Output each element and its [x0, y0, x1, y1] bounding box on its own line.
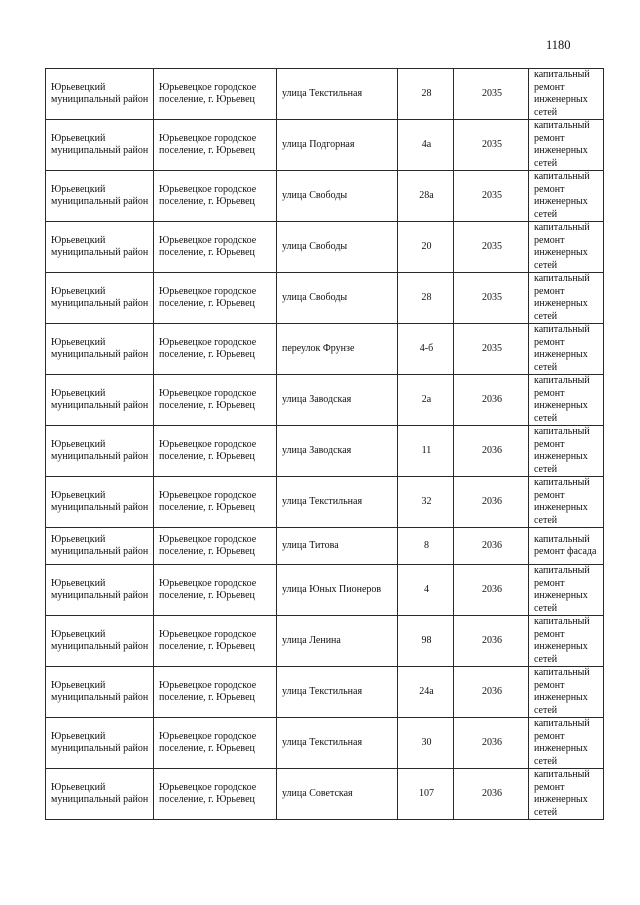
district-cell: [46, 565, 154, 616]
street-cell-text: переулок Фрунзе: [282, 342, 355, 354]
work-type-cell: [529, 528, 604, 565]
district-cell-text: Юрьевецкий муниципальный район: [51, 234, 149, 258]
district-cell: [46, 324, 154, 375]
settlement-cell-text: Юрьевецкое городское поселение, г. Юрьевец: [159, 234, 257, 258]
settlement-cell: [154, 324, 277, 375]
street-cell: [277, 222, 398, 273]
district-cell: [46, 273, 154, 324]
house-number-cell-text: 2а: [421, 393, 432, 405]
district-cell-text: Юрьевецкий муниципальный район: [51, 387, 149, 411]
house-number-cell: [398, 769, 454, 820]
house-number-cell: [398, 273, 454, 324]
settlement-cell-text: Юрьевецкое городское поселение, г. Юрьевец: [159, 183, 257, 207]
settlement-cell-text: Юрьевецкое городское поселение, г. Юрьевец: [159, 781, 257, 805]
street-cell: [277, 426, 398, 477]
street-cell-text: улица Текстильная: [282, 495, 363, 507]
street-cell-text: улица Юных Пионеров: [282, 583, 382, 595]
settlement-cell-text: Юрьевецкое городское поселение, г. Юрьевец: [159, 628, 257, 652]
repair-year-cell-text: 2036: [482, 539, 502, 551]
district-cell-text: Юрьевецкий муниципальный район: [51, 730, 149, 754]
settlement-cell-text: Юрьевецкое городское поселение, г. Юрьевец: [159, 533, 257, 557]
work-type-cell-text: капитальный ремонт инженерных сетей: [534, 324, 590, 373]
settlement-cell: [154, 528, 277, 565]
house-number-cell-text: 24а: [419, 685, 434, 697]
table-row: [46, 324, 604, 375]
work-type-cell-text: капитальный ремонт фасада: [534, 533, 597, 557]
street-cell: [277, 375, 398, 426]
district-cell: [46, 120, 154, 171]
work-type-cell: [529, 171, 604, 222]
repair-year-cell: [454, 616, 529, 667]
house-number-cell-text: 8: [424, 539, 429, 551]
work-type-cell-text: капитальный ремонт инженерных сетей: [534, 120, 590, 169]
settlement-cell: [154, 375, 277, 426]
settlement-cell-text: Юрьевецкое городское поселение, г. Юрьевец: [159, 285, 257, 309]
repair-year-cell: [454, 273, 529, 324]
work-type-cell: [529, 120, 604, 171]
table-row: [46, 273, 604, 324]
repair-year-cell-text: 2036: [482, 393, 502, 405]
table-row: [46, 528, 604, 565]
street-cell: [277, 718, 398, 769]
house-number-cell: [398, 477, 454, 528]
repair-year-cell-text: 2035: [482, 342, 502, 354]
work-type-cell: [529, 375, 604, 426]
district-cell: [46, 667, 154, 718]
district-cell: [46, 616, 154, 667]
work-type-cell-text: капитальный ремонт инженерных сетей: [534, 273, 590, 322]
street-cell: [277, 120, 398, 171]
table-row: [46, 477, 604, 528]
street-cell-text: улица Текстильная: [282, 736, 363, 748]
house-number-cell-text: 28а: [419, 189, 434, 201]
repair-year-cell: [454, 120, 529, 171]
settlement-cell: [154, 426, 277, 477]
settlement-cell-text: Юрьевецкое городское поселение, г. Юрьевец: [159, 730, 257, 754]
repair-year-cell: [454, 718, 529, 769]
district-cell: [46, 477, 154, 528]
settlement-cell: [154, 667, 277, 718]
district-cell-text: Юрьевецкий муниципальный район: [51, 438, 149, 462]
work-type-cell-text: капитальный ремонт инженерных сетей: [534, 69, 590, 118]
work-type-cell-text: капитальный ремонт инженерных сетей: [534, 426, 590, 475]
street-cell-text: улица Текстильная: [282, 685, 363, 697]
house-number-cell-text: 30: [421, 736, 432, 748]
district-cell-text: Юрьевецкий муниципальный район: [51, 781, 149, 805]
table-row: [46, 69, 604, 120]
house-number-cell: [398, 69, 454, 120]
district-cell-text: Юрьевецкий муниципальный район: [51, 628, 149, 652]
repair-year-cell-text: 2036: [482, 444, 502, 456]
street-cell: [277, 565, 398, 616]
table-row: [46, 565, 604, 616]
house-number-cell-text: 32: [421, 495, 432, 507]
house-number-cell-text: 4-б: [419, 342, 434, 354]
settlement-cell: [154, 565, 277, 616]
street-cell: [277, 69, 398, 120]
district-cell: [46, 769, 154, 820]
table-row: [46, 616, 604, 667]
work-type-cell: [529, 565, 604, 616]
house-number-cell-text: 11: [421, 444, 432, 456]
street-cell-text: улица Подгорная: [282, 138, 355, 150]
house-number-cell: [398, 222, 454, 273]
district-cell-text: Юрьевецкий муниципальный район: [51, 577, 149, 601]
repair-year-cell: [454, 324, 529, 375]
settlement-cell: [154, 769, 277, 820]
work-type-cell: [529, 616, 604, 667]
settlement-cell-text: Юрьевецкое городское поселение, г. Юрьевец: [159, 577, 257, 601]
repair-year-cell-text: 2035: [482, 189, 502, 201]
repair-year-cell: [454, 528, 529, 565]
district-cell: [46, 426, 154, 477]
repair-year-cell-text: 2035: [482, 240, 502, 252]
work-type-cell-text: капитальный ремонт инженерных сетей: [534, 718, 590, 767]
page-number: 1180: [546, 38, 571, 52]
work-type-cell: [529, 477, 604, 528]
repair-year-cell-text: 2036: [482, 736, 502, 748]
settlement-cell: [154, 171, 277, 222]
work-type-cell: [529, 69, 604, 120]
street-cell-text: улица Заводская: [282, 393, 352, 405]
table-row: [46, 375, 604, 426]
street-cell: [277, 171, 398, 222]
repair-year-cell-text: 2035: [482, 138, 502, 150]
work-type-cell: [529, 273, 604, 324]
work-type-cell: [529, 769, 604, 820]
table-row: [46, 769, 604, 820]
house-number-cell-text: 20: [421, 240, 432, 252]
street-cell-text: улица Советская: [282, 787, 353, 799]
repair-year-cell-text: 2036: [482, 685, 502, 697]
repair-year-cell-text: 2036: [482, 787, 502, 799]
settlement-cell-text: Юрьевецкое городское поселение, г. Юрьевец: [159, 489, 257, 513]
settlement-cell: [154, 477, 277, 528]
settlement-cell-text: Юрьевецкое городское поселение, г. Юрьевец: [159, 438, 257, 462]
work-type-cell-text: капитальный ремонт инженерных сетей: [534, 565, 590, 614]
street-cell-text: улица Свободы: [282, 291, 348, 303]
settlement-cell-text: Юрьевецкое городское поселение, г. Юрьевец: [159, 387, 257, 411]
table-row: [46, 171, 604, 222]
repair-year-cell-text: 2035: [482, 87, 502, 99]
district-cell: [46, 718, 154, 769]
work-type-cell-text: капитальный ремонт инженерных сетей: [534, 375, 590, 424]
house-number-cell-text: 28: [421, 291, 432, 303]
repair-year-cell-text: 2036: [482, 495, 502, 507]
district-cell-text: Юрьевецкий муниципальный район: [51, 285, 149, 309]
house-number-cell: [398, 120, 454, 171]
table-row: [46, 222, 604, 273]
settlement-cell: [154, 120, 277, 171]
house-number-cell: [398, 667, 454, 718]
work-type-cell-text: капитальный ремонт инженерных сетей: [534, 769, 590, 818]
settlement-cell: [154, 718, 277, 769]
repair-year-cell: [454, 375, 529, 426]
house-number-cell: [398, 375, 454, 426]
district-cell-text: Юрьевецкий муниципальный район: [51, 81, 149, 105]
house-number-cell: [398, 171, 454, 222]
repair-year-cell: [454, 69, 529, 120]
settlement-cell: [154, 69, 277, 120]
street-cell-text: улица Титова: [282, 539, 339, 551]
street-cell-text: улица Заводская: [282, 444, 352, 456]
house-number-cell-text: 4а: [421, 138, 432, 150]
settlement-cell: [154, 273, 277, 324]
street-cell: [277, 528, 398, 565]
settlement-cell: [154, 616, 277, 667]
house-number-cell: [398, 718, 454, 769]
house-number-cell-text: 28: [421, 87, 432, 99]
district-cell-text: Юрьевецкий муниципальный район: [51, 489, 149, 513]
settlement-cell-text: Юрьевецкое городское поселение, г. Юрьевец: [159, 336, 257, 360]
house-number-cell-text: 107: [419, 787, 434, 799]
district-cell-text: Юрьевецкий муниципальный район: [51, 132, 149, 156]
table-row: [46, 718, 604, 769]
street-cell-text: улица Свободы: [282, 240, 348, 252]
work-type-cell: [529, 222, 604, 273]
repair-year-cell: [454, 477, 529, 528]
street-cell: [277, 273, 398, 324]
table-row: [46, 426, 604, 477]
district-cell: [46, 528, 154, 565]
street-cell: [277, 769, 398, 820]
house-number-cell: [398, 324, 454, 375]
district-cell: [46, 171, 154, 222]
street-cell: [277, 477, 398, 528]
district-cell-text: Юрьевецкий муниципальный район: [51, 679, 149, 703]
house-number-cell-text: 4: [424, 583, 429, 595]
district-cell: [46, 375, 154, 426]
table-row: [46, 667, 604, 718]
work-type-cell-text: капитальный ремонт инженерных сетей: [534, 667, 590, 716]
house-number-cell: [398, 528, 454, 565]
repair-year-cell: [454, 565, 529, 616]
work-type-cell: [529, 667, 604, 718]
street-cell: [277, 324, 398, 375]
settlement-cell: [154, 222, 277, 273]
work-type-cell-text: капитальный ремонт инженерных сетей: [534, 477, 590, 526]
settlement-cell-text: Юрьевецкое городское поселение, г. Юрьевец: [159, 132, 257, 156]
repair-year-cell: [454, 667, 529, 718]
repair-year-cell: [454, 426, 529, 477]
street-cell-text: улица Ленина: [282, 634, 341, 646]
repair-year-cell: [454, 222, 529, 273]
settlement-cell-text: Юрьевецкое городское поселение, г. Юрьевец: [159, 81, 257, 105]
repair-year-cell-text: 2036: [482, 583, 502, 595]
table-row: [46, 120, 604, 171]
repair-year-cell-text: 2036: [482, 634, 502, 646]
repair-year-cell: [454, 171, 529, 222]
work-type-cell-text: капитальный ремонт инженерных сетей: [534, 616, 590, 665]
house-number-cell-text: 98: [421, 634, 432, 646]
district-cell-text: Юрьевецкий муниципальный район: [51, 533, 149, 557]
street-cell: [277, 616, 398, 667]
district-cell: [46, 222, 154, 273]
repair-year-cell: [454, 769, 529, 820]
district-cell-text: Юрьевецкий муниципальный район: [51, 336, 149, 360]
street-cell-text: улица Свободы: [282, 189, 348, 201]
work-type-cell: [529, 426, 604, 477]
table-body: [46, 69, 604, 820]
street-cell: [277, 667, 398, 718]
repair-year-cell-text: 2035: [482, 291, 502, 303]
district-cell: [46, 69, 154, 120]
settlement-cell-text: Юрьевецкое городское поселение, г. Юрьевец: [159, 679, 257, 703]
repair-schedule-table: [45, 68, 604, 820]
street-cell-text: улица Текстильная: [282, 87, 363, 99]
district-cell-text: Юрьевецкий муниципальный район: [51, 183, 149, 207]
house-number-cell: [398, 565, 454, 616]
work-type-cell-text: капитальный ремонт инженерных сетей: [534, 222, 590, 271]
work-type-cell: [529, 324, 604, 375]
house-number-cell: [398, 426, 454, 477]
work-type-cell: [529, 718, 604, 769]
house-number-cell: [398, 616, 454, 667]
work-type-cell-text: капитальный ремонт инженерных сетей: [534, 171, 590, 220]
